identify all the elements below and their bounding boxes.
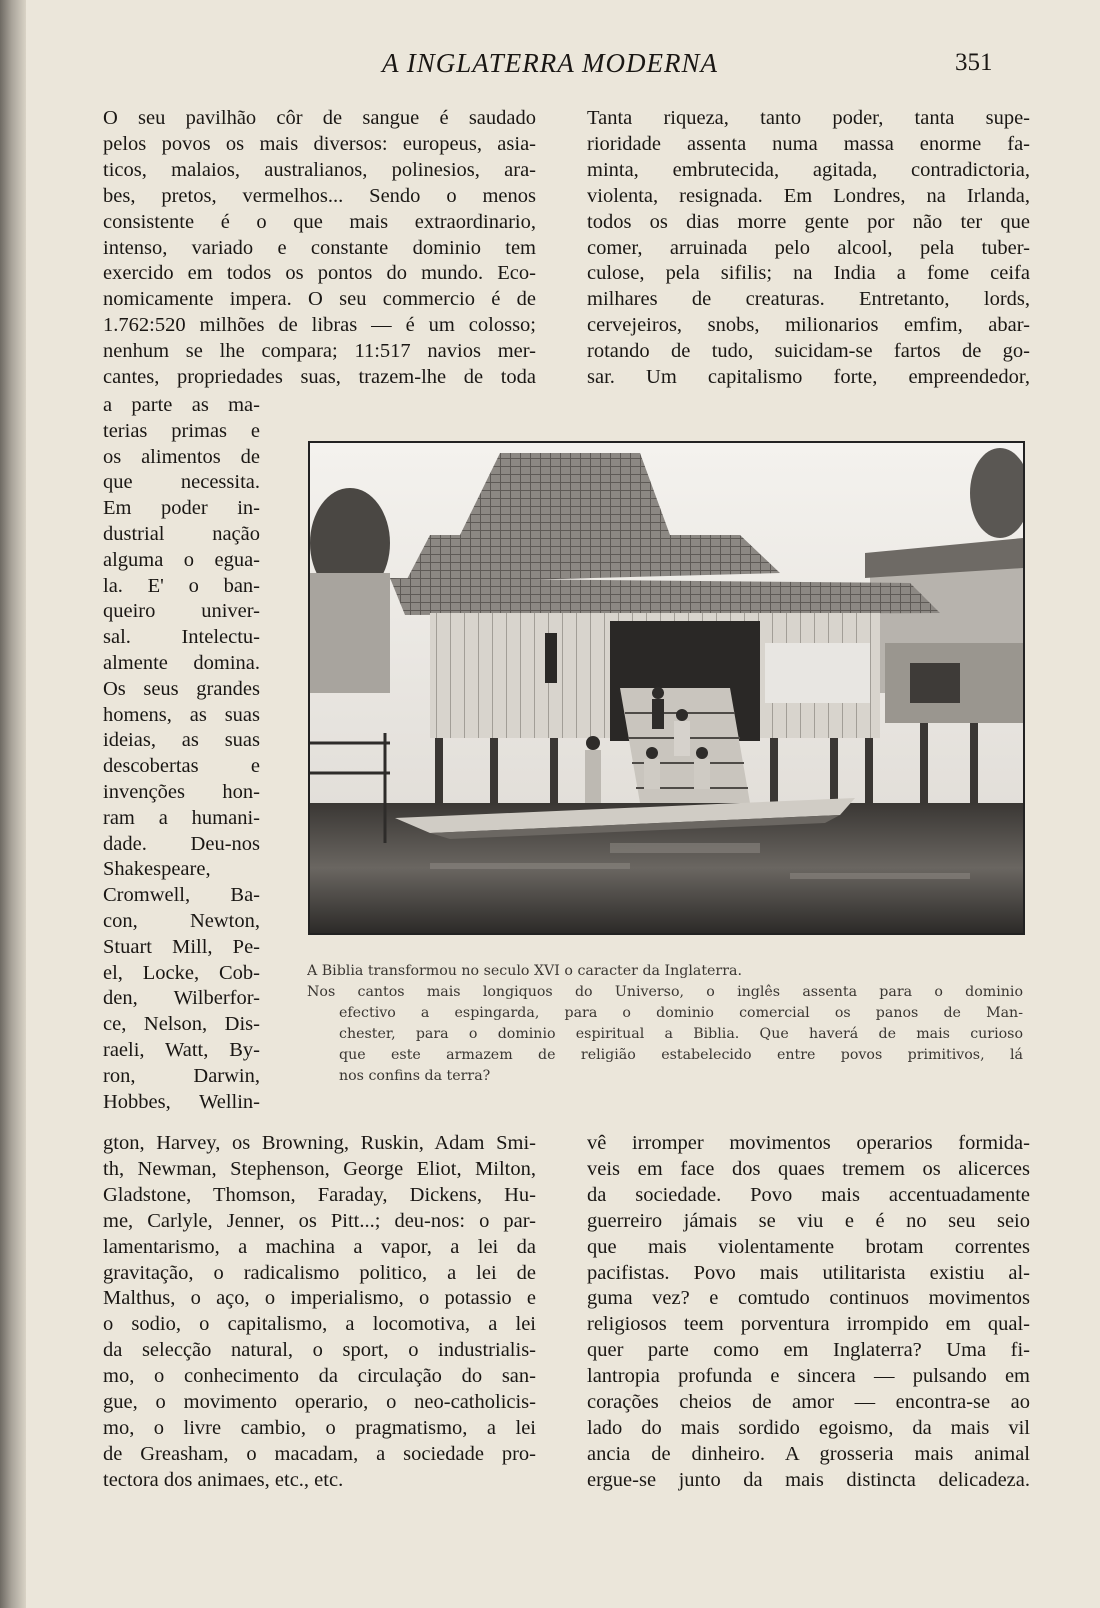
right-column-bottom-line: ergue-se junto da mais distincta delicadeza.: [587, 1468, 1030, 1491]
right-column-bottom-line: da sociedade. Povo mais accentuadamente: [587, 1183, 1030, 1206]
right-column-top-line: minta, embrutecida, agitada, contradictoria,: [587, 158, 1030, 181]
right-column-bottom-line: guma vez? e comtudo continuos movimentos: [587, 1287, 1030, 1310]
left-column-narrow-line: alguma o egua-: [103, 548, 260, 571]
caption-line: Nos cantos mais longiquos do Universo, o inglês assenta para o dominio: [307, 984, 1023, 1000]
left-column-narrow-line: la. E' o ban-: [103, 574, 260, 597]
left-column-narrow-line: Os seus grandes: [103, 677, 260, 700]
right-column-top-line: rotando de tudo, suicidam-se fartos de go-: [587, 340, 1030, 363]
left-column-narrow-line: terias primas e: [103, 419, 260, 442]
left-column-top-line: consistente é o que mais extraordinario,: [103, 210, 536, 233]
right-column-top-line: milhares de creaturas. Entretanto, lords,: [587, 288, 1030, 311]
right-column-top-line: Tanta riqueza, tanto poder, tanta supe-: [587, 107, 1030, 129]
left-column-bottom-line: th, Newman, Stephenson, George Eliot, Milton,: [103, 1157, 536, 1180]
left-column-top-line: nomicamente impera. O seu commercio é de: [103, 288, 536, 311]
left-column-narrow-line: ram a humani-: [103, 806, 260, 829]
left-column-narrow-line: invenções hon-: [103, 781, 260, 803]
left-column-narrow-line: ce, Nelson, Dis-: [103, 1013, 260, 1036]
stilt-house-photograph: [308, 441, 1025, 935]
right-column-bottom-line: pacifistas. Povo mais utilitarista existiu al-: [587, 1261, 1030, 1284]
left-column-bottom-line: lamentarismo, a machina a vapor, a lei da: [103, 1235, 536, 1258]
left-column-top-line: ticos, malaios, australianos, polinesios, ara-: [103, 158, 536, 181]
left-column-bottom-line: Malthus, o aço, o imperialismo, o potassio e: [103, 1287, 536, 1310]
left-column-top-line: 1.762:520 milhões de libras — é um colosso;: [103, 314, 536, 337]
right-column-bottom-line: quer parte como em Inglaterra? Uma fi-: [587, 1339, 1030, 1362]
caption-line: chester, para o dominio espiritual a Biblia. Que haverá de mais curioso: [339, 1026, 1023, 1042]
left-column-narrow-line: Em poder in-: [103, 497, 260, 520]
left-column-top-line: pelos povos os mais diversos: europeus, asia-: [103, 132, 536, 155]
right-column-top-line: comer, arruinada pelo alcool, pela tuber-: [587, 236, 1030, 259]
page-binding-shadow: [0, 0, 26, 1608]
left-column-bottom-line: me, Carlyle, Jenner, os Pitt...; deu-nos: o par-: [103, 1209, 536, 1232]
running-header-title: A INGLATERRA MODERNA: [382, 48, 718, 78]
left-column-bottom-line: tectora dos animaes, etc., etc.: [103, 1468, 344, 1491]
left-column-top-line: cantes, propriedades suas, trazem-lhe de toda: [103, 366, 536, 388]
right-column-bottom-line: guerreiro jámais se viu e é no seu seio: [587, 1209, 1030, 1232]
caption-line: que este armazem de religião estabelecido entre povos primitivos, lá: [339, 1047, 1023, 1063]
right-column-bottom-line: veis em face dos quaes tremem os alicerces: [587, 1157, 1030, 1180]
right-column-bottom-line: lado do mais sordido egoismo, da mais vil: [587, 1416, 1030, 1439]
left-column-narrow-line: con, Newton,: [103, 910, 260, 932]
left-column-top-line: bes, pretos, vermelhos... Sendo o menos: [103, 184, 536, 207]
left-column-narrow-line: ron, Darwin,: [103, 1064, 260, 1087]
left-column-narrow-line: que necessita.: [103, 471, 260, 494]
left-column-narrow-line: el, Locke, Cob-: [103, 961, 260, 984]
right-column-bottom-line: que mais violentamente brotam correntes: [587, 1235, 1030, 1258]
right-column-bottom-line: vê irromper movimentos operarios formida-: [587, 1132, 1030, 1154]
left-column-narrow-line: queiro univer-: [103, 600, 260, 623]
right-column-bottom-line: corações cheios de amor — encontra-se ao: [587, 1391, 1030, 1413]
caption-line: nos confins da terra?: [339, 1068, 491, 1084]
left-column-bottom-line: gue, o movimento operario, o neo-catholicis-: [103, 1391, 536, 1413]
left-column-narrow-line: Stuart Mill, Pe-: [103, 935, 260, 958]
left-column-top-line: exercido em todos os pontos do mundo. Eco-: [103, 262, 536, 285]
left-column-narrow-line: homens, as suas: [103, 703, 260, 726]
right-column-top-line: rioridade assenta numa massa enorme fa-: [587, 132, 1030, 155]
right-column-top-line: sar. Um capitalismo forte, empreendedor,: [587, 366, 1030, 388]
left-column-bottom-line: gravitação, o radicalismo politico, a lei de: [103, 1261, 536, 1284]
right-column-top-line: violenta, resignada. Em Londres, na Irlanda,: [587, 184, 1030, 207]
left-column-top-line: nenhum se lhe compara; 11:517 navios mer-: [103, 340, 536, 363]
left-column-bottom-line: da selecção natural, o sport, o industrialis-: [103, 1339, 536, 1362]
left-column-bottom-line: mo, o conhecimento da circulação do san-: [103, 1365, 536, 1388]
caption-line: efectivo a espingarda, para o dominio comercial os panos de Man-: [339, 1005, 1023, 1021]
right-column-top-line: culose, pela sifilis; na India a fome ceifa: [587, 262, 1030, 285]
left-column-narrow-line: descobertas e: [103, 755, 260, 778]
right-column-bottom-line: ancia de dinheiro. A grosseria mais animal: [587, 1442, 1030, 1465]
left-column-bottom-line: o sodio, o capitalismo, a locomotiva, a lei: [103, 1313, 536, 1336]
right-column-bottom-line: lantropia profunda e sincera — pulsando em: [587, 1365, 1030, 1388]
left-column-narrow-line: ideias, as suas: [103, 729, 260, 752]
left-column-bottom-line: de Greasham, o macadam, a sociedade pro-: [103, 1442, 536, 1465]
left-column-narrow-line: Shakespeare,: [103, 858, 211, 881]
left-column-narrow-line: sal. Intelectu-: [103, 626, 260, 649]
right-column-bottom-line: religiosos teem porventura irrompido em qual-: [587, 1313, 1030, 1336]
caption-line: A Biblia transformou no seculo XVI o caracter da Inglaterra.: [307, 963, 742, 979]
page-number: 351: [955, 49, 993, 76]
left-column-narrow-line: Hobbes, Wellin-: [103, 1090, 260, 1113]
left-column-bottom-line: mo, o livre cambio, o pragmatismo, a lei: [103, 1416, 536, 1439]
left-column-top-line: O seu pavilhão côr de sangue é saudado: [103, 107, 536, 129]
left-column-narrow-line: Cromwell, Ba-: [103, 884, 260, 907]
left-column-narrow-line: raeli, Watt, By-: [103, 1039, 260, 1061]
right-column-top-line: cervejeiros, snobs, milionarios emfim, abar-: [587, 314, 1030, 337]
left-column-bottom-line: gton, Harvey, os Browning, Ruskin, Adam Smi-: [103, 1132, 536, 1154]
left-column-narrow-line: den, Wilberfor-: [103, 987, 260, 1010]
left-column-narrow-line: os alimentos de: [103, 445, 260, 468]
left-column-narrow-line: a parte as ma-: [103, 394, 260, 416]
left-column-narrow-line: dustrial nação: [103, 523, 260, 545]
left-column-top-line: intenso, variado e constante dominio tem: [103, 236, 536, 259]
left-column-narrow-line: almente domina.: [103, 652, 260, 674]
left-column-narrow-line: dade. Deu-nos: [103, 832, 260, 855]
right-column-top-line: todos os dias morre gente por não ter que: [587, 210, 1030, 233]
left-column-bottom-line: Gladstone, Thomson, Faraday, Dickens, Hu-: [103, 1183, 536, 1206]
